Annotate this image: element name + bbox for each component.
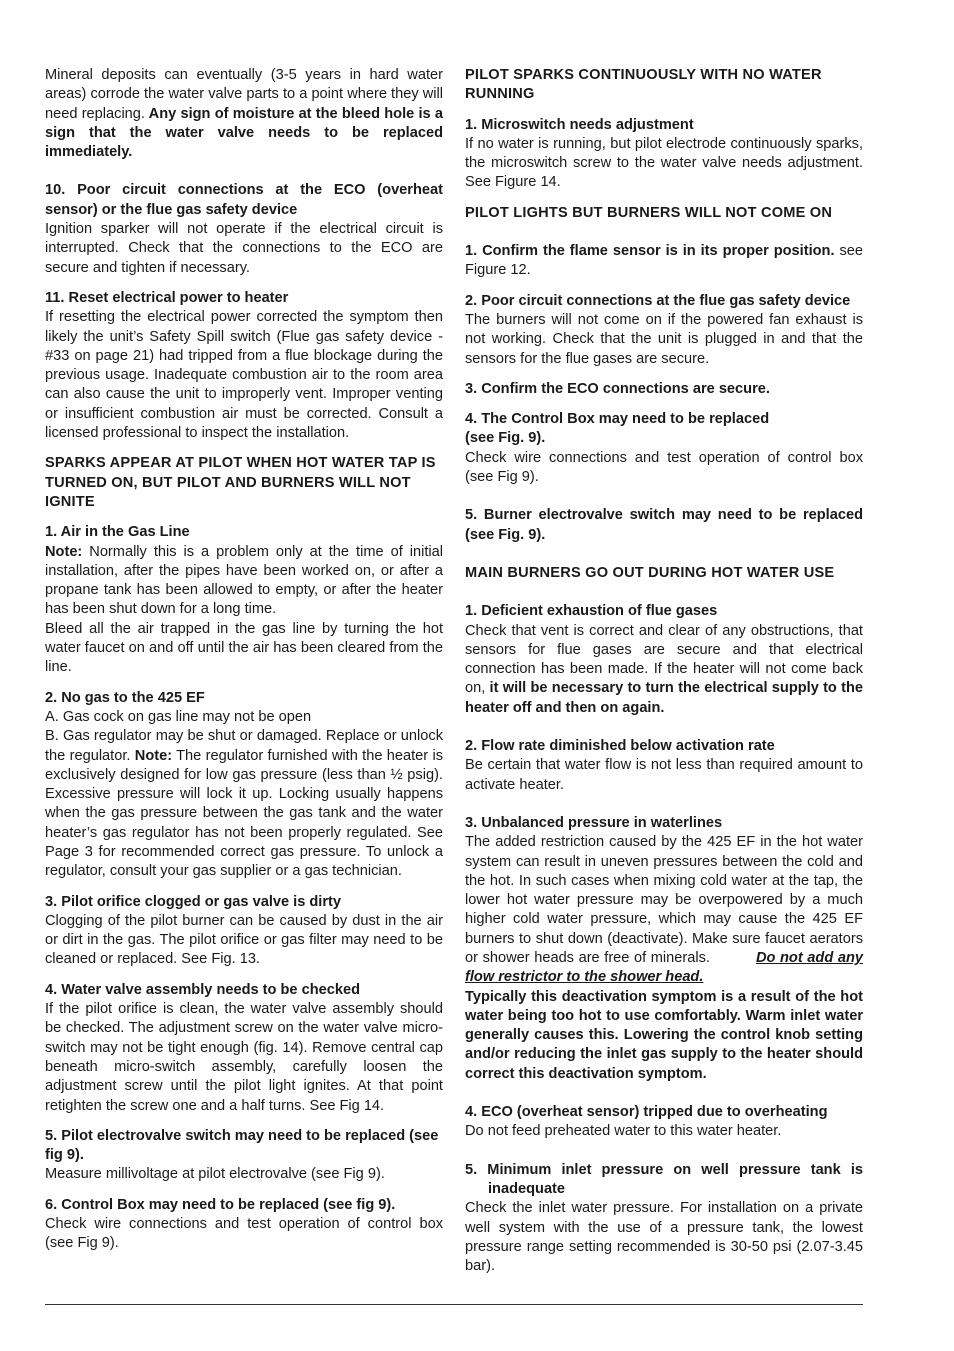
right-column [465, 66, 863, 1276]
eco-tripped-body: Do not feed preheated water to this water heater. [465, 1123, 782, 1140]
burner-electrovalve-title: 5. Burner electrovalve switch may need to be replaced (see Fig. 9). [465, 507, 863, 543]
air-bleed: Bleed all the air trapped in the gas line by turning the hot water faucet on and off until the air has been cleared from the line. [45, 620, 443, 676]
pilot-sparks-heading: PILOT SPARKS CONTINUOUSLY WITH NO WATER RUNNING [465, 67, 822, 103]
no-gas-note-label: Note: [134, 747, 173, 764]
no-gas-b [45, 727, 443, 881]
well-pressure-title: 5. Minimum inlet pressure on well pressure tank is inadequate [465, 1161, 863, 1197]
pilot-lights-heading: PILOT LIGHTS BUT BURNERS WILL NOT COME ON [465, 204, 833, 221]
no-gas-title: 2. No gas to the 425 EF [45, 689, 205, 706]
control-box-title-2: (see Fig. 9). [465, 430, 546, 447]
eco-connections-title: 3. Confirm the ECO connections are secure. [465, 380, 770, 397]
air-title: 1. Air in the Gas Line [45, 524, 190, 541]
main-burners-heading: MAIN BURNERS GO OUT DURING HOT WATER USE [465, 564, 835, 581]
footer-rule [45, 1304, 863, 1305]
control-box-body: Check wire connections and test operation of control box (see Fig 9). [465, 449, 863, 486]
section-11-title: 11. Reset electrical power to heater [45, 289, 289, 306]
air-note-label: Note: [45, 543, 83, 560]
poor-circuit-title: 2. Poor circuit connections at the flue gas safety device [465, 292, 851, 309]
no-gas-b-text: B. Gas regulator may be shut or damaged. Replace or unlock the regulator. [45, 728, 443, 764]
microswitch-title: 1. Microswitch needs adjustment [465, 116, 694, 133]
eco-tripped-title: 4. ECO (overheat sensor) tripped due to overheating [465, 1104, 828, 1121]
orifice-body: Clogging of the pilot burner can be caused by dust in the air or dirt in the gas. The pilot orifice or gas filter may need to be cleaned or replaced. See Fig. 13. [45, 912, 443, 968]
control-box-title: 6. Control Box may need to be replaced (see fig 9). [45, 1196, 396, 1213]
sparks-heading: SPARKS APPEAR AT PILOT WHEN HOT WATER TAP IS TURNED ON, BUT PILOT AND BURNERS WILL NOT IGNITE [45, 455, 436, 510]
well-pressure-body: Check the inlet water pressure. For installation on a private well system with the use of a pressure tank, the lowest pressure range setting recommended is 30-50 psi (2.07-3.45 bar). [465, 1200, 863, 1275]
flame-sensor-title: 1. Confirm the flame sensor is in its proper position. [465, 243, 835, 260]
flame-sensor [465, 242, 863, 281]
section-10-body: Ignition sparker will not operate if the electrical circuit is interrupted. Check that the connections to the ECO are secure and tighten if necessary. [45, 221, 443, 276]
water-valve-title: 4. Water valve assembly needs to be checked [45, 981, 360, 998]
deficient-exhaust-warning: it will be necessary to turn the electrical supply to the heater off and then on again. [465, 680, 863, 716]
microswitch-body: If no water is running, but pilot electrode continuously sparks, the microswitch screw to the water valve needs adjustment. See Figure 14. [465, 135, 863, 191]
deficient-exhaust-title: 1. Deficient exhaustion of flue gases [465, 603, 718, 620]
air-note-text: Normally this is a problem only at the time of initial installation, after the pipes have been worked on, or after a propane tank has been allowed to empty, or after the heater has been shut down for a long time. [45, 543, 443, 618]
intro-paragraph [45, 66, 443, 162]
orifice-title: 3. Pilot orifice clogged or gas valve is dirty [45, 893, 342, 910]
intro-warning: Any sign of moisture at the bleed hole is a sign that the water valve needs to be replaced immediately. [45, 105, 443, 161]
deactivation-note: Typically this deactivation symptom is a result of the hot water being too hot to use comfortably. Warm inlet water generally causes this. Lowering the control knob setting and/or reducing the inlet gas supply to the heater should correct this deactivation symptom. [465, 988, 863, 1082]
no-gas-a: A. Gas cock on gas line may not be open [45, 708, 312, 725]
water-valve-body: If the pilot orifice is clean, the water valve assembly should be checked. The adjustment screw on the water valve micro-switch may not be tight enough (fig. 14). Remove central cap beneath micro-switch assembly, carefully loosen the adjustment screw until the pilot light ignites. At that point retighten the screw one and a half turns. See Fig 14. [45, 1001, 443, 1114]
flow-restrictor-warning: Do not add any flow restrictor to the shower head. [465, 949, 863, 986]
control-box-body: Check wire connections and test operation of control box (see Fig 9). [45, 1216, 443, 1252]
flame-sensor-body: see Figure 12. [465, 243, 863, 279]
pilot-electrovalve-body: Measure millivoltage at pilot electrovalve (see Fig 9). [45, 1166, 385, 1183]
poor-circuit-body: The burners will not come on if the powered fan exhaust is not working. Check that the unit is plugged in and that the sensors for the flue gases are secure. [465, 311, 863, 367]
unbalanced-pressure-text: The added restriction caused by the 425 EF in the hot water system can result in uneven pressures between the cold and the hot. In such cases when mixing cold water at the tap, the lower hot water pressure may be overpowered by a much higher cold water pressure, which may cause the 425 EF burners to shut down (deactivate). Make sure faucet aerators or shower heads are free of minerals. [465, 834, 863, 966]
intro-text: Mineral deposits can eventually (3-5 years in hard water areas) corrode the water valve parts to a point where they will need replacing. [45, 67, 443, 122]
unbalanced-pressure-body [465, 833, 863, 987]
control-box-title-1: 4. The Control Box may need to be replaced [465, 411, 770, 428]
unbalanced-pressure-title: 3. Unbalanced pressure in waterlines [465, 814, 723, 831]
pilot-electrovalve-title: 5. Pilot electrovalve switch may need to be replaced (see fig 9). [45, 1127, 439, 1164]
section-11-body: If resetting the electrical power corrected the symptom then likely the unit’s Safety Spill switch (Flue gas safety device - #33 on page 21) had tripped from a flue blockage during the previous usage. Inadequate combustion air to the room area can also cause the unit to improperly vent. Improper venting or insufficient combustion air must be corrected. Consult a licensed professional to inspect the installation. [45, 309, 443, 442]
no-gas-note-text: The regulator furnished with the heater is exclusively designed for low gas pressure (less than ½ psig). Excessive pressure will lock it up. Locking usually happens when the gas pressure between the gas tank and the water heater’s gas regulator has not been properly regulated. See Page 3 for recommended correct gas pressure. To unlock a regulator, consult your gas supplier or a gas technician. [45, 747, 443, 880]
deficient-exhaust-body [465, 622, 863, 718]
flow-rate-title: 2. Flow rate diminished below activation rate [465, 738, 775, 755]
flow-rate-body: Be certain that water flow is not less than required amount to activate heater. [465, 757, 863, 793]
deficient-exhaust-text: Check that vent is correct and clear of any obstructions, that sensors for flue gases are secure and that electrical connection has been made. If the heater will not come back on, [465, 622, 863, 697]
section-10-title: 10. Poor circuit connections at the ECO (overheat sensor) or the flue gas safety device [45, 182, 443, 218]
air-note [45, 543, 443, 620]
left-column [45, 66, 443, 1254]
